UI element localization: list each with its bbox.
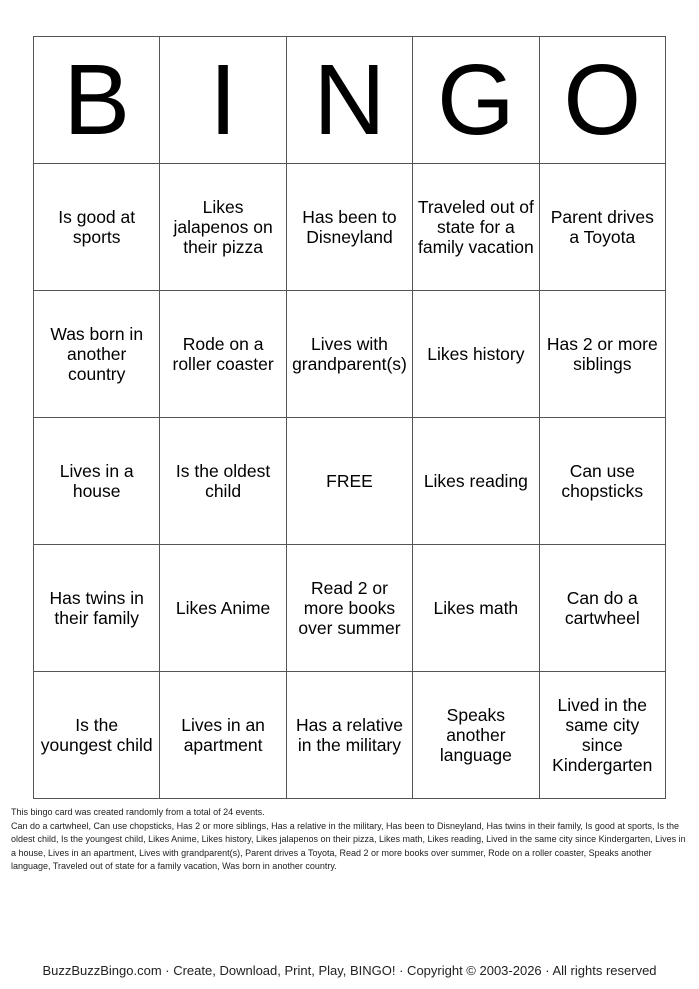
bingo-cell: Speaks another language bbox=[413, 672, 539, 799]
card-generation-note bbox=[11, 806, 691, 874]
bingo-cell: Has 2 or more siblings bbox=[539, 291, 665, 418]
bingo-cell: Likes reading bbox=[413, 418, 539, 545]
bingo-cell: Is the oldest child bbox=[160, 418, 286, 545]
bingo-cell: Likes history bbox=[413, 291, 539, 418]
note-event-list: Can do a cartwheel, Can use chopsticks, Has 2 or more siblings, Has a relative in the military, Has been to Disneyland, Has twins in their family, Is good at sports, Is the oldest child, Is the youngest child, Likes Anime, Likes history, Likes jalapenos on their pizza, Likes math, Likes reading, Lived in the same city since Kindergarten, Lives in a house, Lives in an apartment, Lives with grandparent(s), Parent drives a Toyota, Read 2 or more books over summer, Rode on a roller coaster, Speaks another language, Traveled out of state for a family vacation, Was born in another country. bbox=[11, 820, 686, 871]
bingo-cell: Parent drives a Toyota bbox=[539, 164, 665, 291]
bingo-cell: Likes math bbox=[413, 545, 539, 672]
bingo-cell: Traveled out of state for a family vacation bbox=[413, 164, 539, 291]
bingo-cell: Read 2 or more books over summer bbox=[286, 545, 412, 672]
bingo-cell: Has been to Disneyland bbox=[286, 164, 412, 291]
header-letter-i: I bbox=[160, 37, 286, 164]
free-space-cell: FREE bbox=[286, 418, 412, 545]
header-letter-n: N bbox=[286, 37, 412, 164]
note-intro: This bingo card was created randomly from a total of 24 events. bbox=[11, 807, 265, 817]
bingo-cell: Is good at sports bbox=[34, 164, 160, 291]
bingo-cell: Was born in another country bbox=[34, 291, 160, 418]
card-row bbox=[34, 545, 666, 672]
header-row bbox=[34, 37, 666, 164]
bingo-card bbox=[33, 36, 666, 799]
card-row bbox=[34, 418, 666, 545]
bingo-cell: Lives in an apartment bbox=[160, 672, 286, 799]
card-row bbox=[34, 672, 666, 799]
bingo-cell: Rode on a roller coaster bbox=[160, 291, 286, 418]
bingo-cell: Lived in the same city since Kindergarten bbox=[539, 672, 665, 799]
bingo-cell: Lives with grandparent(s) bbox=[286, 291, 412, 418]
bingo-cell: Has a relative in the military bbox=[286, 672, 412, 799]
bingo-cell: Lives in a house bbox=[34, 418, 160, 545]
header-letter-o: O bbox=[539, 37, 665, 164]
bingo-cell: Likes Anime bbox=[160, 545, 286, 672]
bingo-cell: Can do a cartwheel bbox=[539, 545, 665, 672]
card-row bbox=[34, 291, 666, 418]
bingo-cell: Can use chopsticks bbox=[539, 418, 665, 545]
bingo-cell: Likes jalapenos on their pizza bbox=[160, 164, 286, 291]
bingo-cell: Has twins in their family bbox=[34, 545, 160, 672]
header-letter-b: B bbox=[34, 37, 160, 164]
bingo-cell: Is the youngest child bbox=[34, 672, 160, 799]
header-letter-g: G bbox=[413, 37, 539, 164]
card-row bbox=[34, 164, 666, 291]
site-footer: BuzzBuzzBingo.com · Create, Download, Print, Play, BINGO! · Copyright © 2003-2026 · All rights reserved bbox=[42, 963, 657, 978]
